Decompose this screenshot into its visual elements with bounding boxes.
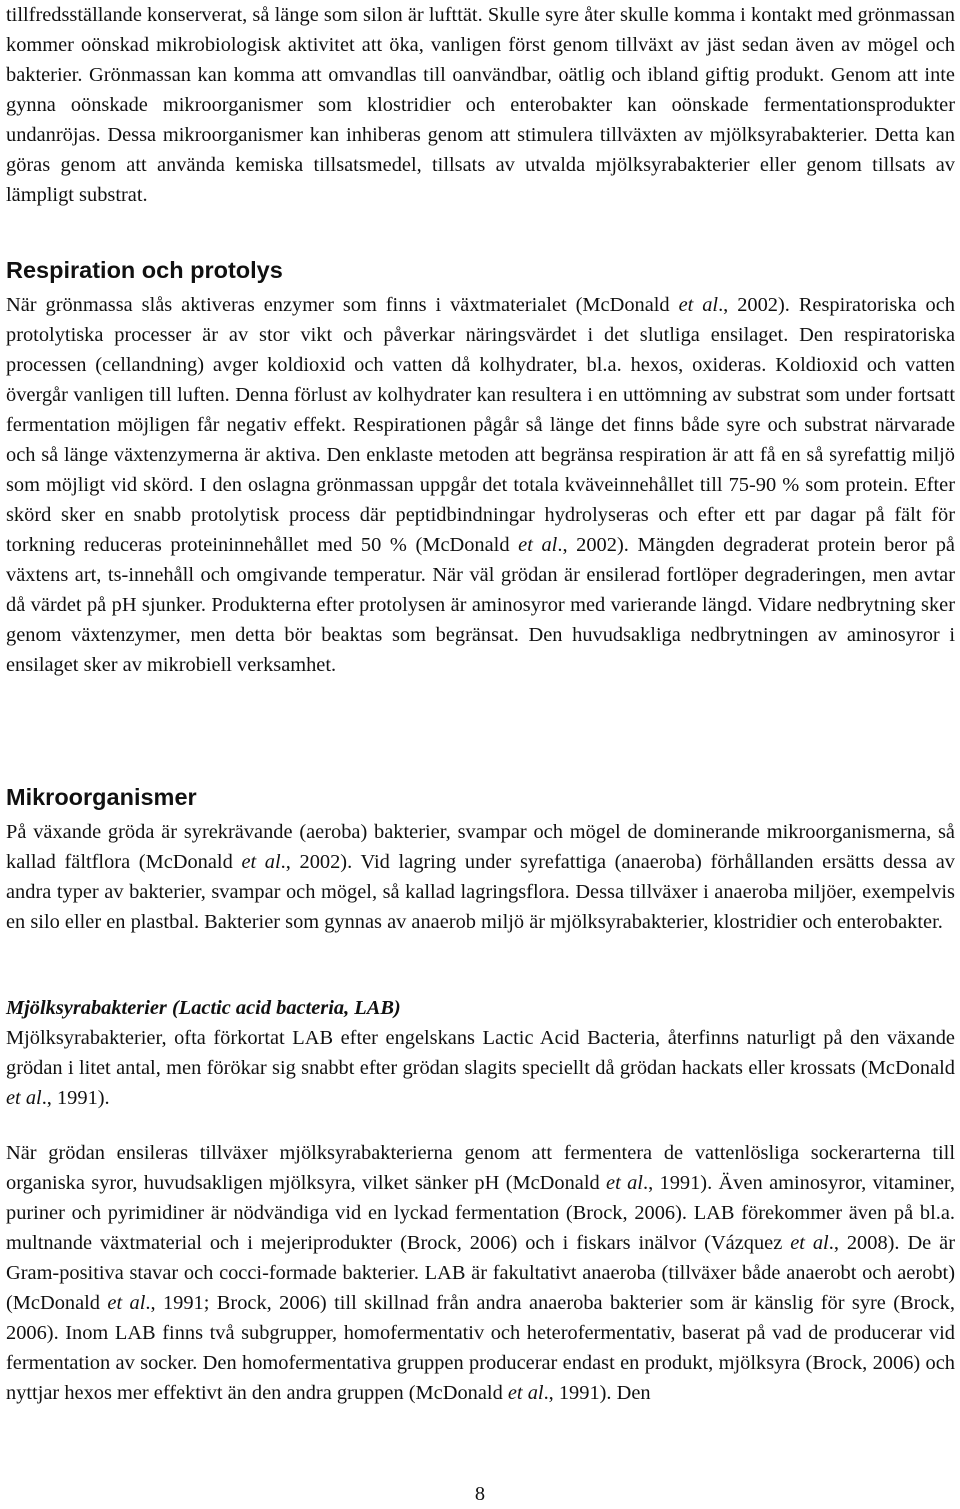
- text-run: När grönmassa slås aktiveras enzymer som finns i växtmaterialet (McDonald: [6, 294, 679, 316]
- paragraph-mikroorganismer: [6, 817, 955, 937]
- heading-respiration: Respiration och protolys: [6, 257, 283, 283]
- text-run: Mjölksyrabakterier, ofta förkortat LAB efter engelskans Lactic Acid Bacteria, återfinns naturligt på den växande grödan i litet antal, men förökar sig snabbt efter grödan slagits speciellt då grödan hackats eller krossats (McDonald: [6, 1027, 955, 1079]
- page-number: 8: [474, 1483, 486, 1505]
- citation-et-al: et al: [6, 1087, 42, 1109]
- citation-et-al: et al: [606, 1172, 643, 1194]
- citation-et-al: et al: [518, 534, 558, 556]
- text-run: När grödan ensileras tillväxer mjölksyrabakterierna genom att fermentera de vattenlösliga sockerarterna till organiska syror, huvudsakligen mjölksyra, vilket sänker pH (McDonald: [6, 1142, 955, 1194]
- text-run: ., 2002). Vid lagring under syrefattiga (anaeroba) förhållanden ersätts dessa av andra typer av bakterier, svampar och mögel, så kallad lagringsflora. Dessa tillväxer i anaeroba miljöer, exempelvis en silo eller en plastbal. Bakterier som gynnas av anaerob miljö är mjölksyrabakterier, klostridier och enterobakter.: [6, 851, 955, 933]
- text-run: ., 2008). De är Gram-positiva stavar och cocci-formade bakterier. LAB är fakultativt anaeroba (tillväxer både anaerobt och aerobt) (McDonald: [6, 1232, 956, 1314]
- text-run: ., 1991). Den: [543, 1382, 651, 1404]
- text-run: ., 1991). Även aminosyror, vitaminer, puriner och pyrimidiner är nödvändiga vid en lyckad fermentation (Brock, 2006). LAB förekommer även på bl.a. multnande växtmaterial och i mejeriprodukter (Brock, 2006) och i fiskars inälvor (Vázquez: [6, 1172, 955, 1254]
- heading-lab: Mjölksyrabakterier (Lactic acid bacteria, LAB): [6, 997, 401, 1019]
- citation-et-al: et al: [678, 294, 719, 316]
- citation-et-al: et al: [241, 851, 281, 873]
- citation-et-al: et al: [507, 1382, 544, 1404]
- text-run: ., 2002). Respiratoriska och protolytiska processer är av stor vikt och påverkar näringsvärdet i det slutliga ensilaget. Den respiratoriska processen (cellandning) avger koldioxid och vatten då kolhydrater, bl.a. hexos, oxideras. Koldioxid och vatten övergår vanligen till luften. Denna förlust av kolhydrater kan resultera i en uttömning av substrat som under fortsatt fermentation möjligen får negativ effekt. Respirationen pågår så länge det finns både syre och substrat närvarade och så länge växtenzymerna är aktiva. Den enklaste metoden att begränsa respiration är att få en så syrefattig miljö som möjligt vid skörd. I den oslagna grönmassan uppgår det totala kväveinnehållet till 75-90 % som protein. Efter skörd sker en snabb protolytisk process där peptidbindningar hydrolyseras och efter ett par dagar på fält för torkning reduceras proteininnehållet med 50 % (McDonald: [6, 294, 955, 556]
- text-run: ., 1991).: [41, 1087, 110, 1109]
- text-run: tillfredsställande konserverat, så länge som silon är lufttät. Skulle syre åter skulle komma i kontakt med grönmassan kommer oönskad mikrobiologisk aktivitet att öka, vanligen först genom tillväxt av jäst sedan även av mögel och bakterier. Grönmassan kan komma att omvandlas till oanvändbar, oätlig och ibland giftig produkt. Genom att inte gynna oönskade mikroorganismer som klostridier och enterobakter kan oönskade fermentationsprodukter undanröjas. Dessa mikroorganismer kan inhiberas genom att stimulera tillväxten av mjölksyrabakterier. Detta kan göras genom att använda kemiska tillsatsmedel, tillsats av utvalda mjölksyrabakterier eller genom tillsats av lämpligt substrat.: [6, 4, 955, 206]
- text-run: På växande gröda är syrekrävande (aeroba) bakterier, svampar och mögel de dominerande mikroorganismerna, så kallad fältflora (McDonald: [6, 821, 955, 873]
- paragraph-lab-intro: [6, 1023, 955, 1113]
- citation-et-al: et al: [790, 1232, 829, 1254]
- paragraph-lab-fermentation: [6, 1138, 955, 1408]
- heading-mikroorganismer: Mikroorganismer: [6, 784, 197, 810]
- citation-et-al: et al: [107, 1292, 146, 1314]
- paragraph-silage-conservation: [6, 0, 955, 210]
- text-run: ., 2002). Mängden degraderat protein beror på växtens art, ts-innehåll och omgivande temperatur. När väl grödan är ensilerad fortlöper degraderingen, men avtar då värdet på pH sjunker. Produkterna efter protolysen är aminosyror med varierande längd. Vidare nedbrytning sker genom växtenzymer, men detta bör beaktas som begränsat. Den huvudsakliga nedbrytningen av aminosyror i ensilaget sker av mikrobiell verksamhet.: [6, 534, 955, 676]
- text-run: ., 1991; Brock, 2006) till skillnad från andra anaeroba bakterier som är känslig för syre (Brock, 2006). Inom LAB finns två subgrupper, homofermentativ och heterofermentativ, baserat på vad de producerar vid fermentation av socker. Den homofermentativa gruppen producerar endast en produkt, mjölksyra (Brock, 2006) och nyttjar hexos mer effektivt än den andra gruppen (McDonald: [6, 1292, 955, 1404]
- paragraph-respiration: [6, 290, 955, 680]
